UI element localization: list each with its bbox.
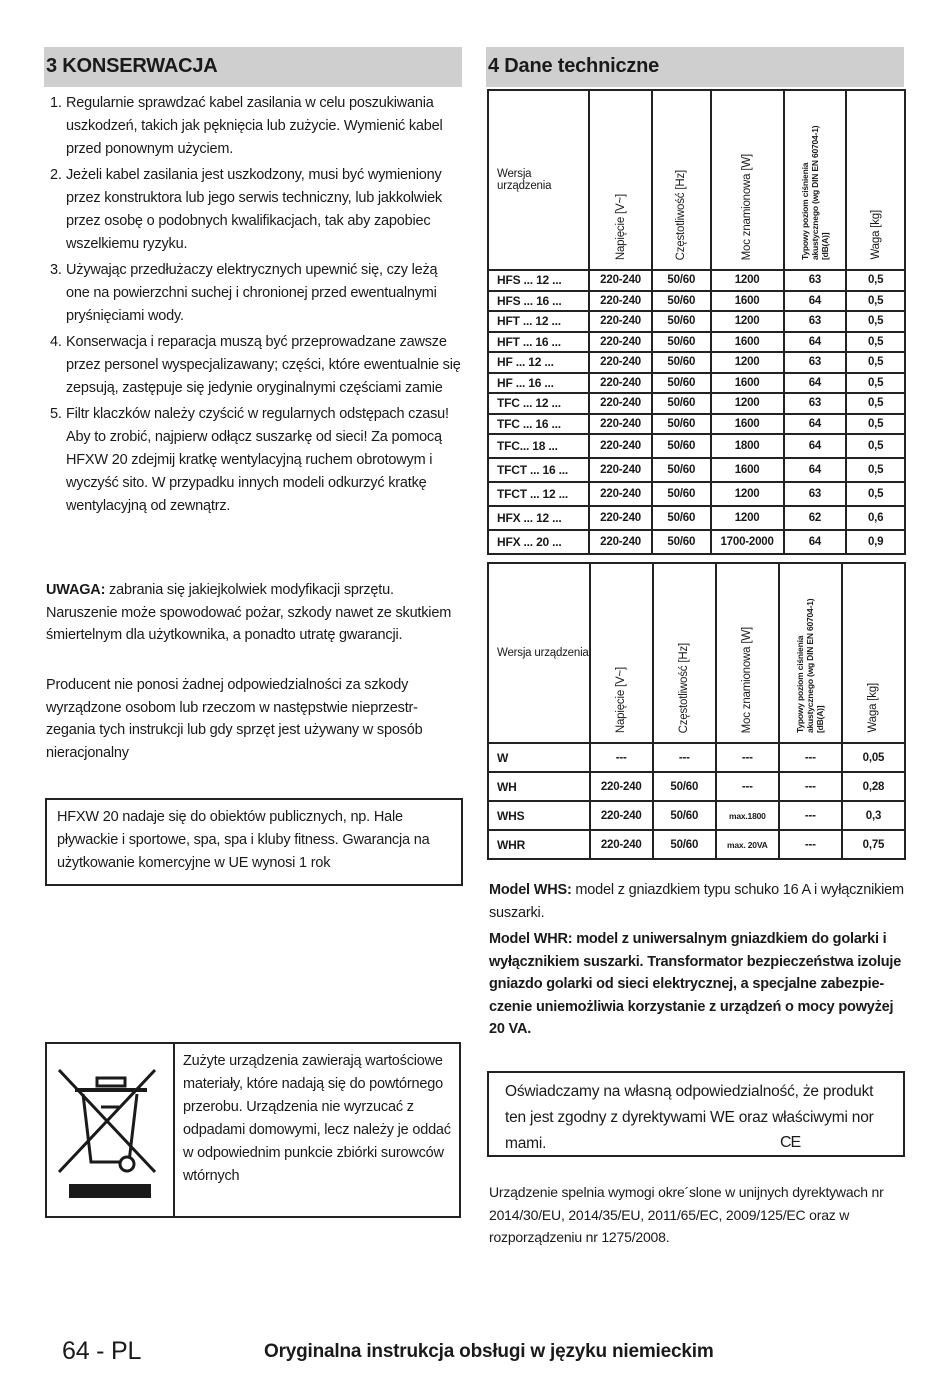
- directives-paragraph: Urządzenie spelnia wymogi okre´slone w unijnych dyrektywach nr 2014/30/EU, 2014/35/EU, 2011/65/EC, 2009/125/EC oraz w rozporządzeniu nr 1275/2008.: [489, 1184, 884, 1245]
- crossed-bin-icon: [47, 1044, 175, 1216]
- table-row: TFCT ... 12 ... 220-240 50/60 1200 63 0,5: [488, 482, 905, 506]
- spec-table-main: [487, 89, 906, 555]
- model-whs-note: [489, 879, 905, 924]
- footer-title: Oryginalna instrukcja obsługi w języku niemieckim: [264, 1341, 714, 1362]
- section-heading-technical-data: 4 Dane techniczne: [486, 47, 904, 87]
- warning-paragraph: [46, 579, 464, 647]
- col-header-version: Wersja urządzenia: [488, 90, 589, 270]
- col-header-voltage: Napięcie [V~]: [589, 90, 652, 270]
- list-item: 3. Używając przedłużaczy elektrycznych upewnić się, czy leżą one na powierzchni suchej i chronionej przed ewentualnymi pryśnięciami wody.: [50, 262, 438, 324]
- col-header-weight: Waga [kg]: [842, 563, 905, 743]
- list-item-text: Jeżeli kabel zasilania jest uszkodzony, musi być wymieniony przez konstruktora lub jego serwis techniczny, lub jakkolwiek przez osobę o podobnych kwalifikacjach, tak aby zapobiec wszelkiemu ryzyku.: [66, 167, 442, 252]
- declaration-text: Oświadczamy na własną odpowiedzialność, że produkt ten jest zgodny z dyrektywami WE oraz właściwymi nor mami.: [505, 1083, 874, 1152]
- table-row: HFS ... 12 ... 220-240 50/60 1200 63 0,5: [488, 270, 905, 291]
- spec-table-accessories: [487, 562, 906, 860]
- table-row: WHR 220-240 50/60 max. 20VA --- 0,75: [488, 830, 905, 859]
- table-row: TFC... 18 ... 220-240 50/60 1800 64 0,5: [488, 434, 905, 458]
- list-item: 4. Konserwacja i reparacja muszą być przeprowadzane zawsze przez personel wyspecjalizawany; części, które ewentualnie się zepsują, zastępuje się jedynie oryginalnymi częściami zamie: [50, 334, 461, 396]
- table-header-row: [488, 90, 905, 270]
- model-whs-text: model z gniazdkiem typu schuko 16 A i wyłącznikiem suszarki.: [489, 882, 904, 921]
- list-item-text: Konserwacja i reparacja muszą być przeprowadzane zawsze przez personel wyspecjalizawany; części, które ewentualnie się zepsują, zastępuje się jedynie oryginalnymi częściami zamie: [66, 334, 461, 396]
- table-row: TFC ... 16 ... 220-240 50/60 1600 64 0,5: [488, 414, 905, 435]
- table-row: HFS ... 16 ... 220-240 50/60 1600 64 0,5: [488, 291, 905, 312]
- col-header-power: Moc znamionowa [W]: [716, 563, 779, 743]
- table-row: HFT ... 16 ... 220-240 50/60 1600 64 0,5: [488, 332, 905, 353]
- table-row: HFX ... 12 ... 220-240 50/60 1200 62 0,6: [488, 506, 905, 530]
- hfxw-note-box: HFXW 20 nadaje się do obiektów publicznych, np. Hale pływackie i sportowe, spa, spa i kluby fitness. Gwarancja na użytkowanie komercyjne w UE wynosi 1 rok: [45, 798, 463, 886]
- table-row: W --- --- --- --- 0,05: [488, 743, 905, 772]
- col-header-version: Wersja urządzenia: [488, 563, 590, 743]
- table-row: WHS 220-240 50/60 max.1800 --- 0,3: [488, 801, 905, 830]
- col-header-weight: Waga [kg]: [846, 90, 905, 270]
- section-heading-maintenance: 3 KONSERWACJA: [44, 47, 462, 87]
- list-item: 5. Filtr klaczków należy czyścić w regularnych odstępach czasu! Aby to zrobić, najpierw odłącz suszarkę od sieci! Za pomocą HFXW 20 zdejmij kratkę wentylacyjną ruchem obrotowym i wyczyść sito. W przypadku innych modeli odkurzyć kratkę wentylacyjną od zewnątrz.: [50, 406, 449, 514]
- table-row: HF ... 16 ... 220-240 50/60 1600 64 0,5: [488, 373, 905, 394]
- col-header-noise: Typowy poziom ciśnienia akustycznego (wg DIN EN 60704-1) [dB(A)]: [784, 90, 847, 270]
- warning-label: UWAGA:: [46, 582, 106, 598]
- ce-mark-icon: CE: [780, 1134, 801, 1151]
- weee-notice-box: [45, 1042, 461, 1218]
- col-header-power: Moc znamionowa [W]: [711, 90, 784, 270]
- col-header-noise: Typowy poziom ciśnienia akustycznego (wg DIN EN 60704-1) [dB(A)]: [779, 563, 842, 743]
- table-row: HF ... 12 ... 220-240 50/60 1200 63 0,5: [488, 352, 905, 373]
- list-item: 1. Regularnie sprawdzać kabel zasilania w celu poszukiwania uszkodzeń, takich jak pęknięcia lub zużycie. Wymienić kabel przed ponownym użyciem.: [50, 95, 443, 157]
- table-row: WH 220-240 50/60 --- --- 0,28: [488, 772, 905, 801]
- table-row: HFT ... 12 ... 220-240 50/60 1200 63 0,5: [488, 311, 905, 332]
- col-header-frequency: Częstotliwość [Hz]: [652, 90, 711, 270]
- warning-text: zabrania się jakiejkolwiek modyfikacji sprzętu. Naruszenie może spowodować pożar, szkody nawet ze skutkiem śmiertelnym dla użytkownika, a ponadto utratę gwarancji.: [46, 582, 452, 643]
- table-row: TFC ... 12 ... 220-240 50/60 1200 63 0,5: [488, 393, 905, 414]
- maintenance-list: [44, 92, 464, 521]
- weee-text: Zużyte urządzenia zawierają wartościowe materiały, które nadają się do powtórnego przerobu. Urządzenia nie wyrzucać z odpadami domowymi, lecz należy je oddać w odpowiednim punkcie zbiórki surowców wtórnych: [183, 1053, 451, 1184]
- col-header-frequency: Częstotliwość [Hz]: [653, 563, 716, 743]
- list-item-text: Filtr klaczków należy czyścić w regularnych odstępach czasu! Aby to zrobić, najpierw odłącz suszarkę od sieci! Za pomocą HFXW 20 zdejmij kratkę wentylacyjną ruchem obrotowym i wyczyść sito. W przypadku innych modeli odkurzyć kratkę wentylacyjną od zewnątrz.: [66, 406, 449, 514]
- list-item-text: Używając przedłużaczy elektrycznych upewnić się, czy leżą one na powierzchni suchej i chronionej przed ewentualnymi pryśnięciami wody.: [66, 262, 438, 324]
- table-row: TFCT ... 16 ... 220-240 50/60 1600 64 0,5: [488, 458, 905, 482]
- table-row: HFX ... 20 ... 220-240 50/60 1700-2000 64 0,9: [488, 530, 905, 554]
- declaration-box: [487, 1071, 905, 1157]
- model-whr-note: Model WHR: model z uniwersalnym gniazdkiem do golarki i wyłącznikiem suszarki. Transformator bezpieczeństwa izoluje gniazdo golarki od sieci elektrycznej, a specjalne zabezpie-czenie uniemożliwia korzystanie z urządzeń o mocy powyżej 20 VA.: [489, 931, 902, 1037]
- model-whs-label: Model WHS:: [489, 882, 572, 898]
- col-header-voltage: Napięcie [V~]: [590, 563, 653, 743]
- list-item-text: Regularnie sprawdzać kabel zasilania w celu poszukiwania uszkodzeń, takich jak pęknięcia lub zużycie. Wymienić kabel przed ponownym użyciem.: [66, 95, 443, 157]
- liability-paragraph: Producent nie ponosi żadnej odpowiedzialności za szkody wyrządzone osobom lub rzeczom w następstwie nieprzestr-zegania tych instrukcji lub gdy sprzęt jest używany w sposób nieracjonalny: [46, 677, 423, 761]
- list-item: 2. Jeżeli kabel zasilania jest uszkodzony, musi być wymieniony przez konstruktora lub jego serwis techniczny, lub jakkolwiek przez osobę o podobnych kwalifikacjach, tak aby zapobiec wszelkiemu ryzyku.: [50, 167, 442, 252]
- table-header-row: [488, 563, 905, 743]
- page-number: 64 - PL: [62, 1337, 142, 1365]
